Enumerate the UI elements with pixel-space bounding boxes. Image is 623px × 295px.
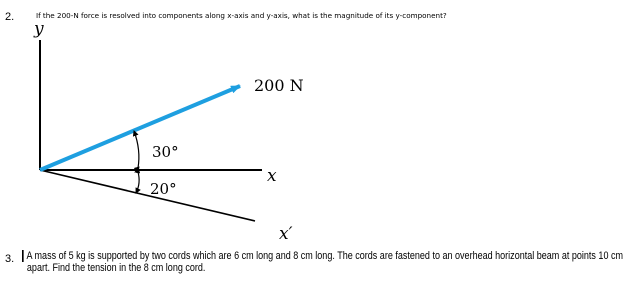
question-2-text: If the 200-N force is resolved into components along x-axis and y-axis, what is the magnitude of its y-component? (36, 11, 447, 20)
force-vector (40, 86, 240, 170)
y-axis-label: y (34, 19, 44, 39)
question-2-number: 2. (5, 11, 15, 23)
question-3-text (22, 250, 623, 274)
x-axis-label: x (267, 166, 277, 186)
x-prime-axis-line (40, 170, 255, 221)
angle-20-label: 20° (150, 180, 177, 198)
text-cursor-bar (22, 250, 23, 262)
angle-arc-30 (134, 131, 139, 168)
question-3-line-2: apart. Find the tension in the 8 cm long cord. (26, 262, 206, 274)
question-3-number: 3. (5, 253, 15, 265)
angle-arc-20 (136, 172, 139, 193)
angle-30-label: 30° (152, 143, 179, 161)
force-label: 200 N (254, 76, 304, 95)
x-prime-axis-label: x′ (279, 224, 293, 244)
question-3-line-1: A mass of 5 kg is supported by two cords which are 6 cm long and 8 cm long. The cords are fastened to an overhead horizontal beam at points 10 cm (26, 250, 623, 262)
